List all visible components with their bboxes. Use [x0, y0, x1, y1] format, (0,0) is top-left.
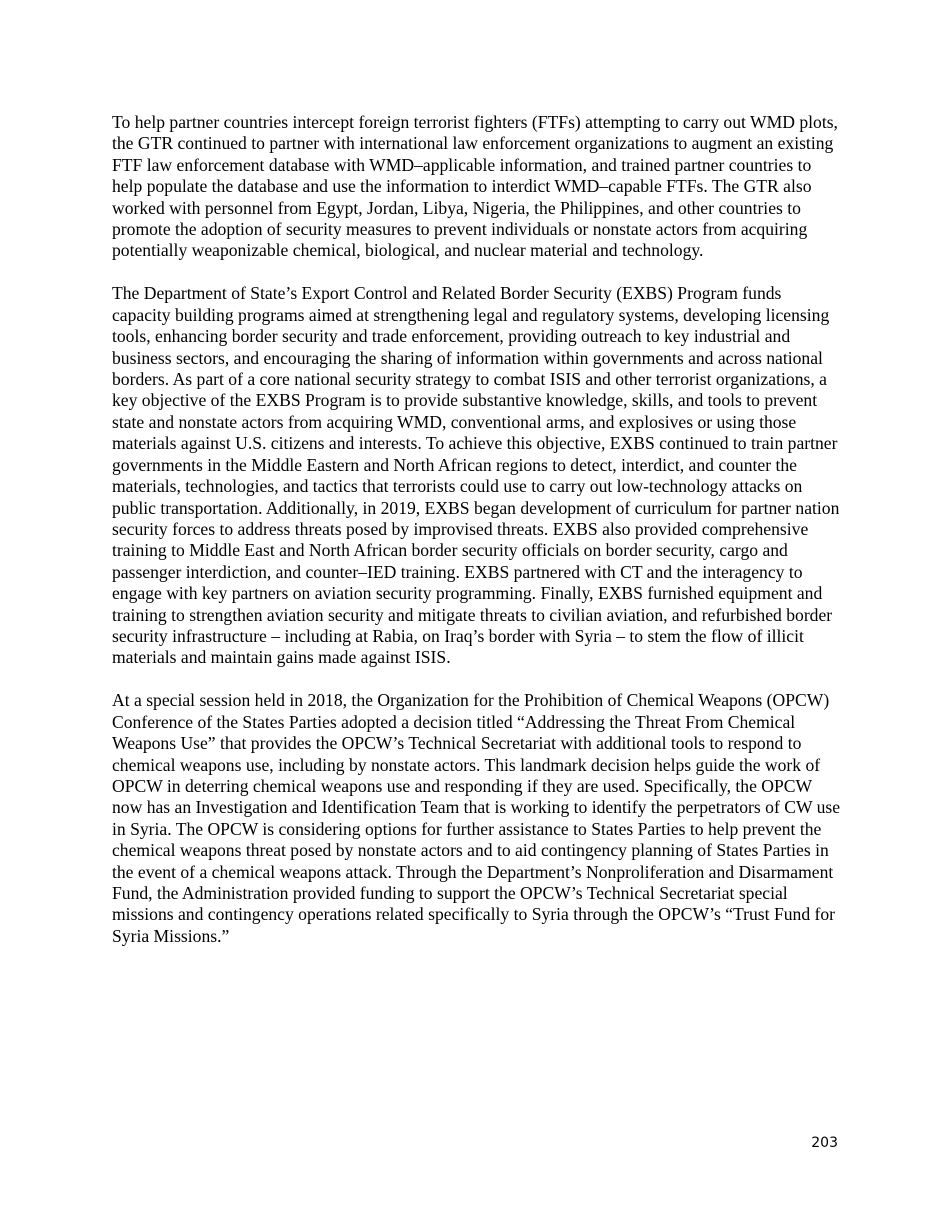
- page-number: 203: [811, 1135, 838, 1151]
- body-text: [112, 112, 842, 969]
- paragraph-exbs-program: The Department of State’s Export Control and Related Border Security (EXBS) Program funds capacity building programs aimed at strengthening legal and regulatory systems, developing licensing tools, enhancing border security and trade enforcement, providing outreach to key industrial and business sectors, and encouraging the sharing of information within governments and across national borders. As part of a core national security strategy to combat ISIS and other terrorist organizations, a key objective of the EXBS Program is to provide substantive knowledge, skills, and tools to prevent state and nonstate actors from acquiring WMD, conventional arms, and explosives or using those materials against U.S. citizens and interests. To achieve this objective, EXBS continued to train partner governments in the Middle Eastern and North African regions to detect, interdict, and counter the materials, technologies, and tactics that terrorists could use to carry out low-technology attacks on public transportation. Additionally, in 2019, EXBS began development of curriculum for partner nation security forces to address threats posed by improvised threats. EXBS also provided comprehensive training to Middle East and North African border security officials on border security, cargo and passenger interdiction, and counter–IED training. EXBS partnered with CT and the interagency to engage with key partners on aviation security programming. Finally, EXBS furnished equipment and training to strengthen aviation security and mitigate threats to civilian aviation, and refurbished border security infrastructure – including at Rabia, on Iraq’s border with Syria – to stem the flow of illicit materials and maintain gains made against ISIS.: [112, 283, 840, 668]
- paragraph-gtr-ftf: To help partner countries intercept foreign terrorist fighters (FTFs) attempting to carry out WMD plots, the GTR continued to partner with international law enforcement organizations to augment an existing FTF law enforcement database with WMD–applicable information, and trained partner countries to help populate the database and use the information to interdict WMD–capable FTFs. The GTR also worked with personnel from Egypt, Jordan, Libya, Nigeria, the Philippines, and other countries to promote the adoption of security measures to prevent individuals or nonstate actors from acquiring potentially weaponizable chemical, biological, and nuclear material and technology.: [112, 112, 838, 261]
- paragraph-opcw: At a special session held in 2018, the Organization for the Prohibition of Chemical Weapons (OPCW) Conference of the States Parties adopted a decision titled “Addressing the Threat From Chemical Weapons Use” that provides the OPCW’s Technical Secretariat with additional tools to respond to chemical weapons use, including by nonstate actors. This landmark decision helps guide the work of OPCW in deterring chemical weapons use and responding if they are used. Specifically, the OPCW now has an Investigation and Identification Team that is working to identify the perpetrators of CW use in Syria. The OPCW is considering options for further assistance to States Parties to help prevent the chemical weapons threat posed by nonstate actors and to aid contingency planning of States Parties in the event of a chemical weapons attack. Through the Department’s Nonproliferation and Disarmament Fund, the Administration provided funding to support the OPCW’s Technical Secretariat special missions and contingency operations related specifically to Syria through the OPCW’s “Trust Fund for Syria Missions.”: [112, 690, 841, 946]
